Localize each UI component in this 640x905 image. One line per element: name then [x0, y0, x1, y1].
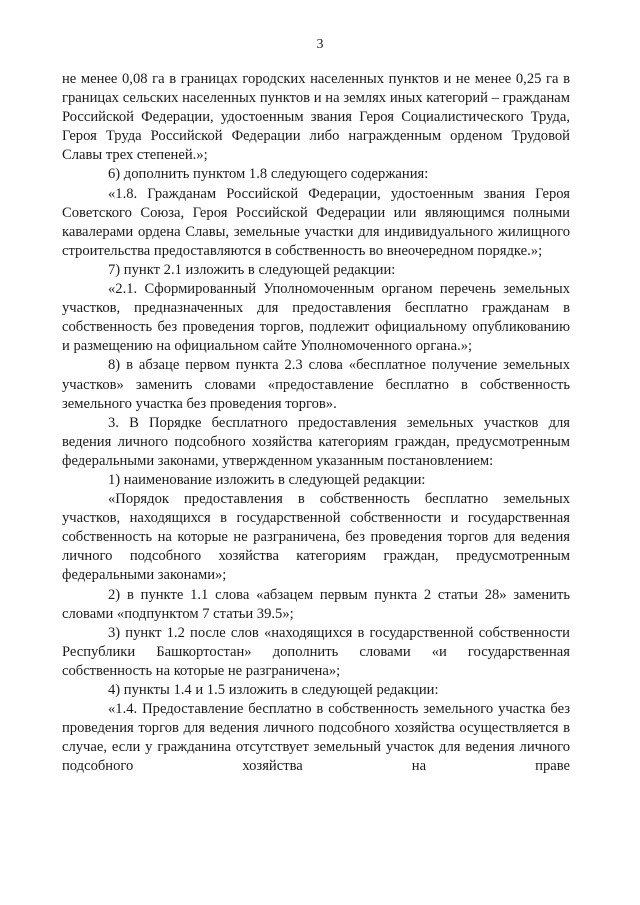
paragraph-section-3: 3. В Порядке бесплатного предоставления земельных участков для ведения личного подсобного хозяйства категориям граждан, предусмотренным федеральными законами, утвержденном указанным постановлением: — [62, 414, 570, 469]
paragraph-quote-1-4: «1.4. Предоставление бесплатно в собственность земельного участка без проведения торгов для ведения личного подсобного хозяйства осуществляется в случае, если у гражданина отсутствует земельный участок для ведения личного подсобного хозяйства на праве — [62, 701, 570, 775]
paragraph-section-3-item-2: 2) в пункте 1.1 слова «абзацем первым пункта 2 статьи 28» заменить словами «подпунктом 7 статьи 39.5»; — [62, 586, 570, 622]
paragraph-item-8: 8) в абзаце первом пункта 2.3 слова «бесплатное получение земельных участков» заменить словами «предоставление бесплатно в собственность земельного участка без проведения торгов». — [62, 357, 570, 412]
paragraph-quote-2-1: «2.1. Сформированный Уполномоченным органом перечень земельных участков, предназначенных для предоставления бесплатно гражданам в собственность без проведения торгов, подлежит официальному опубликованию и размещению на официальном сайте Уполномоченного органа.»; — [62, 281, 570, 355]
document-body — [62, 70, 570, 776]
paragraph-section-3-item-3: 3) пункт 1.2 после слов «находящихся в государственной собственности Республики Башкортостан» дополнить словами «и государственная собственность на которые не разграничена»; — [62, 624, 570, 679]
paragraph-quote-title: «Порядок предоставления в собственность бесплатно земельных участков, находящихся в государственной собственности и государственная собственность на которые не разграничена, без проведения торгов для ведения личного подсобного хозяйства категориям граждан, предусмотренным федеральными законами»; — [62, 491, 570, 584]
paragraph-item-6: 6) дополнить пунктом 1.8 следующего содержания: — [108, 166, 429, 183]
paragraph-section-3-item-1: 1) наименование изложить в следующей редакции: — [108, 471, 426, 488]
paragraph-item-7: 7) пункт 2.1 изложить в следующей редакции: — [108, 261, 396, 278]
paragraph-quote-1-8: «1.8. Гражданам Российской Федерации, удостоенным звания Героя Советского Союза, Героя Российской Федерации или являющимся полными кавалерами ордена Славы, земельные участки для индивидуального жилищного строительства предоставляются в собственность во внеочередном порядке.»; — [62, 185, 570, 259]
paragraph-continuation: не менее 0,08 га в границах городских населенных пунктов и не менее 0,25 га в границах сельских населенных пунктов и на землях иных категорий – гражданам Российской Федерации, удостоенным звания Героя Социалистического Труда, Героя Труда Российской Федерации либо награжденным орденом Трудовой Славы трех степеней.»; — [62, 71, 570, 164]
paragraph-section-3-item-4: 4) пункты 1.4 и 1.5 изложить в следующей редакции: — [108, 682, 439, 698]
page-number: 3 — [316, 37, 324, 52]
